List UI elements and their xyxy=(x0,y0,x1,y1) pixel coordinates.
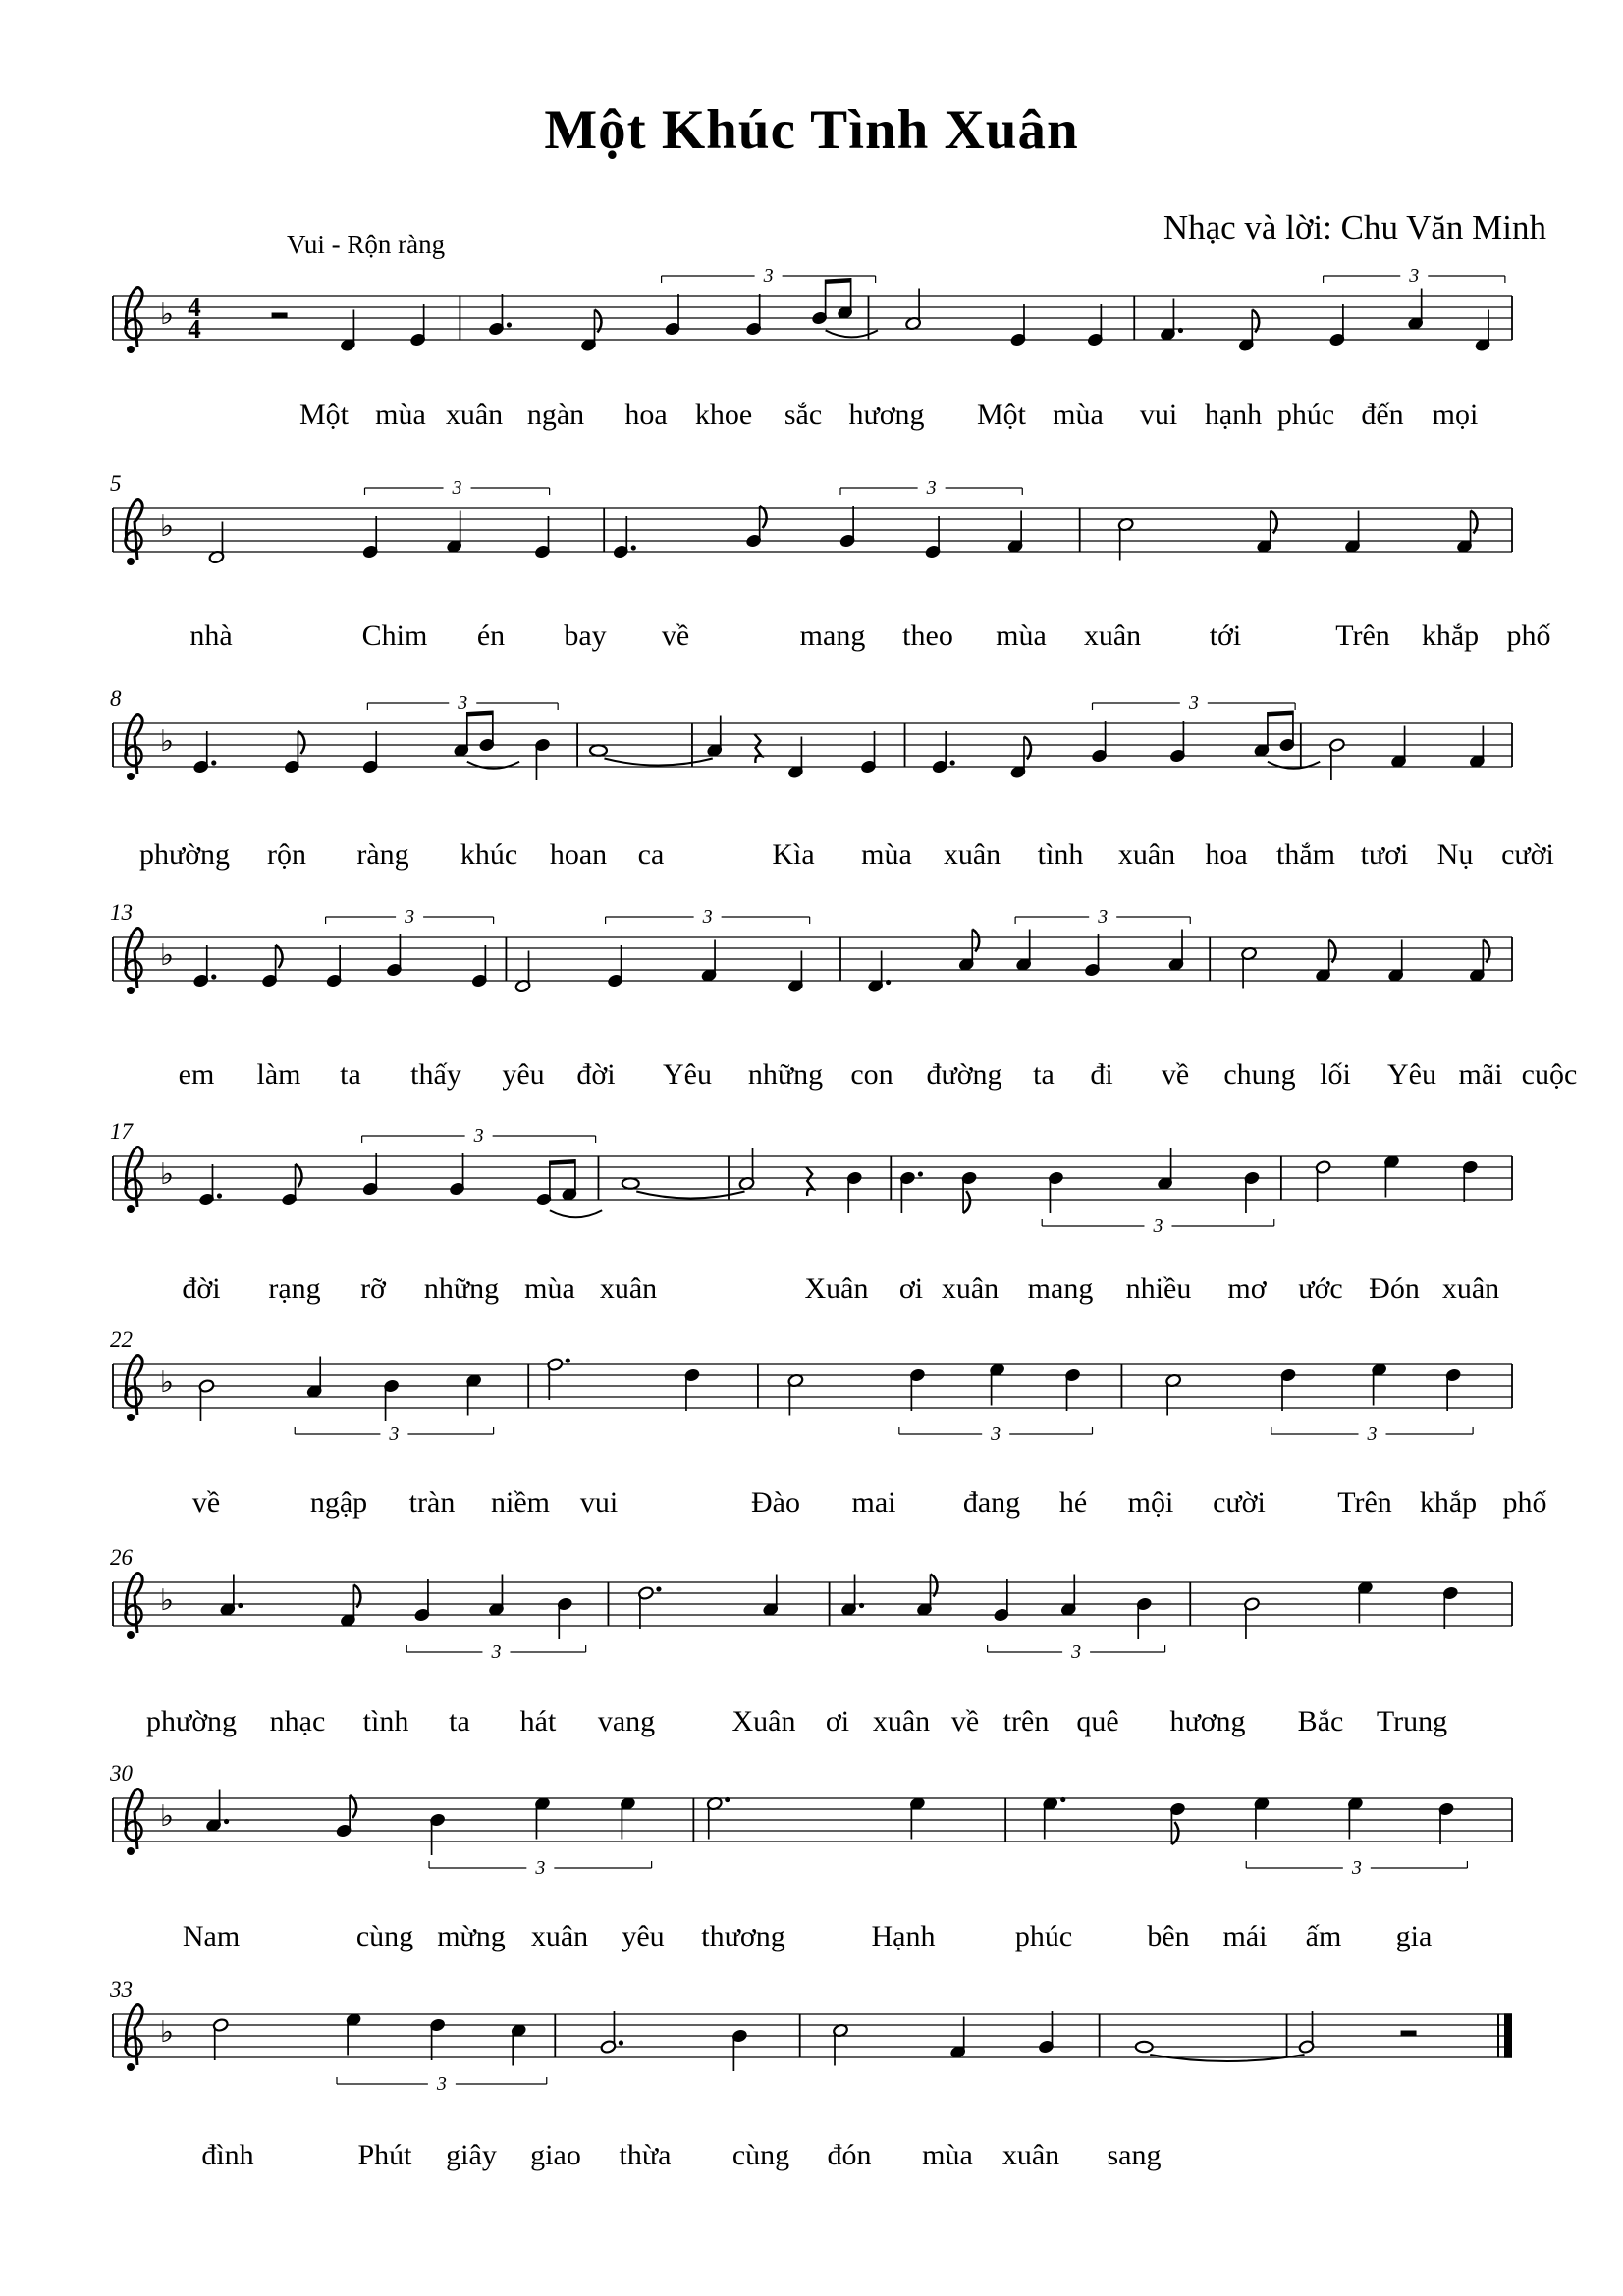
lyric-word: lối xyxy=(1320,1058,1351,1091)
lyric-word: về xyxy=(661,619,690,652)
lyric-word: đi xyxy=(1090,1058,1113,1091)
lyric-word: khắp xyxy=(1419,1486,1478,1519)
lyric-word: mùa xyxy=(861,838,912,871)
lyric-word: rỡ xyxy=(360,1272,386,1305)
lyric-word: gia xyxy=(1395,1920,1433,1952)
lyric-word: rộn xyxy=(267,838,306,871)
lyric-word: thấy xyxy=(410,1058,461,1091)
lyric-word: Đào xyxy=(751,1486,800,1519)
lyric-word: đời xyxy=(576,1058,616,1091)
lyric-word: sang xyxy=(1107,2139,1162,2171)
lyric-word: hát xyxy=(519,1705,557,1737)
lyric-word: quê xyxy=(1076,1705,1119,1737)
lyric-word: xuân xyxy=(1001,2139,1060,2171)
lyric-word: khắp xyxy=(1421,619,1480,652)
lyric-word: yêu xyxy=(622,1920,665,1952)
lyric-word: xuân xyxy=(445,399,504,431)
lyric-word: ngàn xyxy=(526,399,585,431)
lyric-word: con xyxy=(850,1058,893,1091)
lyric-word: hương xyxy=(1169,1705,1246,1737)
lyric-word: mang xyxy=(799,619,866,652)
svg-text:♭: ♭ xyxy=(159,725,175,758)
lyric-word: ca xyxy=(637,838,665,871)
svg-text:3: 3 xyxy=(1153,1215,1163,1237)
lyric-word: xuân xyxy=(1441,1272,1500,1305)
svg-text:4: 4 xyxy=(188,293,201,322)
lyric-word: về xyxy=(191,1486,221,1519)
lyric-word: nhiều xyxy=(1125,1272,1192,1305)
lyric-word: Yêu xyxy=(1387,1058,1436,1091)
lyric-word: theo xyxy=(902,619,953,652)
lyric-word: trên xyxy=(1002,1705,1050,1737)
lyric-word: bay xyxy=(564,619,607,652)
lyric-word: hương xyxy=(848,399,925,431)
lyric-word: xuân xyxy=(941,1272,1000,1305)
lyric-word: cười xyxy=(1213,1486,1266,1519)
lyric-word: xuân xyxy=(530,1920,589,1952)
lyric-word: rạng xyxy=(268,1272,321,1305)
lyric-word: đời xyxy=(182,1272,221,1305)
lyric-word: tình xyxy=(1037,838,1084,871)
lyric-word: vui xyxy=(579,1486,619,1519)
svg-text:♭: ♭ xyxy=(159,298,175,331)
lyric-word: đình xyxy=(201,2139,254,2171)
lyric-word: hạnh xyxy=(1204,399,1263,431)
tempo-marking: Vui - Rộn ràng xyxy=(287,230,446,259)
lyric-word: mãi xyxy=(1458,1058,1503,1091)
measure-number: 13 xyxy=(110,900,133,925)
lyric-word: phố xyxy=(1506,619,1551,652)
lyric-word: tới xyxy=(1209,619,1242,652)
svg-text:3: 3 xyxy=(1188,692,1199,714)
lyric-word: mùa xyxy=(375,399,426,431)
lyric-word: phường xyxy=(138,838,231,871)
lyric-word: ta xyxy=(1033,1058,1055,1091)
lyric-word: ước xyxy=(1298,1272,1343,1305)
lyric-word: cuộc xyxy=(1521,1058,1578,1091)
svg-text:3: 3 xyxy=(1098,906,1109,928)
svg-text:♭: ♭ xyxy=(159,510,175,543)
lyric-word: phường xyxy=(145,1705,238,1737)
lyric-word: Một xyxy=(976,399,1027,431)
lyric-word: đón xyxy=(827,2139,872,2171)
lyric-word: em xyxy=(178,1058,215,1091)
lyric-word: mơ xyxy=(1227,1272,1267,1305)
svg-text:3: 3 xyxy=(473,1125,484,1147)
svg-text:♭: ♭ xyxy=(159,1800,175,1833)
lyric-word: đường xyxy=(926,1058,1002,1091)
svg-text:3: 3 xyxy=(452,477,462,499)
lyric-word: nhà xyxy=(189,619,233,652)
lyric-word: giao xyxy=(530,2139,581,2171)
page-title: Một Khúc Tình Xuân xyxy=(544,99,1079,161)
svg-text:♭: ♭ xyxy=(159,1366,175,1399)
lyric-word: về xyxy=(1161,1058,1190,1091)
lyric-word: mùa xyxy=(922,2139,973,2171)
lyric-word: yêu xyxy=(502,1058,545,1091)
lyric-word: những xyxy=(747,1058,824,1091)
lyric-word: xuân xyxy=(872,1705,931,1737)
lyric-word: tình xyxy=(362,1705,409,1737)
lyric-word: thừa xyxy=(619,2139,672,2171)
lyric-word: đang xyxy=(962,1486,1021,1519)
lyric-word: thương xyxy=(701,1920,785,1952)
lyric-word: làm xyxy=(256,1058,301,1091)
lyric-word: thắm xyxy=(1276,838,1335,871)
lyric-word: phố xyxy=(1502,1486,1547,1519)
lyric-word: mọi xyxy=(1432,399,1479,431)
lyric-word: Xuân xyxy=(731,1705,796,1737)
lyric-word: mái xyxy=(1222,1920,1268,1952)
lyric-word: Bắc xyxy=(1297,1705,1344,1737)
measure-number: 33 xyxy=(110,1977,133,2002)
svg-text:♭: ♭ xyxy=(159,1158,175,1191)
lyric-word: Chim xyxy=(361,619,428,652)
svg-text:3: 3 xyxy=(1071,1641,1082,1663)
svg-text:3: 3 xyxy=(1367,1423,1378,1445)
lyric-word: ấm xyxy=(1305,1920,1342,1952)
measure-number: 30 xyxy=(110,1761,133,1786)
svg-text:♭: ♭ xyxy=(159,2016,175,2049)
lyric-word: Kìa xyxy=(772,838,815,871)
lyric-word: khoe xyxy=(694,399,753,431)
lyric-word: ơi xyxy=(898,1272,924,1305)
svg-text:3: 3 xyxy=(491,1641,502,1663)
composer-credit: Nhạc và lời: Chu Văn Minh xyxy=(1163,208,1546,246)
lyric-word: Trên xyxy=(1335,619,1390,652)
svg-text:3: 3 xyxy=(389,1423,400,1445)
lyric-word: Một xyxy=(298,399,350,431)
svg-text:3: 3 xyxy=(405,906,415,928)
lyric-word: Hạnh xyxy=(871,1920,936,1952)
lyric-word: khúc xyxy=(460,838,518,871)
lyric-word: xuân xyxy=(943,838,1001,871)
lyric-word: mùa xyxy=(524,1272,575,1305)
lyric-word: cười xyxy=(1501,838,1554,871)
lyric-word: sắc xyxy=(784,399,823,431)
lyric-word: mùa xyxy=(996,619,1047,652)
lyric-word: mai xyxy=(851,1486,896,1519)
lyric-word: Xuân xyxy=(804,1272,869,1305)
lyric-word: cùng xyxy=(731,2139,790,2171)
lyric-word: tràn xyxy=(408,1486,456,1519)
lyric-word: mội xyxy=(1127,1486,1174,1519)
lyric-word: bên xyxy=(1147,1920,1190,1952)
lyric-word: mừng xyxy=(437,1920,506,1952)
lyric-word: hé xyxy=(1058,1486,1088,1519)
svg-text:3: 3 xyxy=(436,2073,447,2095)
lyric-word: Trên xyxy=(1337,1486,1392,1519)
measure-number: 17 xyxy=(110,1119,133,1144)
lyric-word: hoan xyxy=(549,838,608,871)
lyric-word: giây xyxy=(446,2139,497,2171)
svg-text:3: 3 xyxy=(1409,265,1420,287)
lyric-word: phúc xyxy=(1276,399,1335,431)
lyric-word: niềm xyxy=(491,1486,550,1519)
lyric-word: đến xyxy=(1361,399,1404,431)
lyric-word: nhạc xyxy=(269,1705,326,1737)
lyric-word: mang xyxy=(1027,1272,1094,1305)
lyric-word: Trung xyxy=(1376,1705,1448,1737)
lyric-word: phúc xyxy=(1014,1920,1073,1952)
lyric-word: hoa xyxy=(1205,838,1248,871)
svg-text:3: 3 xyxy=(702,906,713,928)
measure-number: 22 xyxy=(110,1327,133,1352)
svg-text:♭: ♭ xyxy=(159,939,175,972)
lyric-word: ngập xyxy=(309,1486,368,1519)
lyric-word: tươi xyxy=(1360,838,1409,871)
lyric-word: ta xyxy=(449,1705,470,1737)
measure-number: 8 xyxy=(110,686,122,711)
lyric-word: những xyxy=(423,1272,500,1305)
svg-text:3: 3 xyxy=(991,1423,1001,1445)
lyric-word: hoa xyxy=(624,399,668,431)
lyric-word: vang xyxy=(597,1705,656,1737)
svg-text:3: 3 xyxy=(926,477,937,499)
svg-text:♭: ♭ xyxy=(159,1584,175,1617)
svg-text:4: 4 xyxy=(188,314,201,344)
lyric-word: về xyxy=(950,1705,980,1737)
lyric-word: chung xyxy=(1223,1058,1296,1091)
lyric-word: ơi xyxy=(825,1705,850,1737)
measure-number: 26 xyxy=(110,1545,133,1570)
lyric-word: ta xyxy=(340,1058,361,1091)
lyric-word: ràng xyxy=(356,838,409,871)
lyric-word: Nam xyxy=(182,1920,241,1952)
lyric-word: Nụ xyxy=(1436,838,1474,871)
lyric-word: én xyxy=(476,619,506,652)
lyric-word: xuân xyxy=(1117,838,1176,871)
lyric-word: mùa xyxy=(1053,399,1104,431)
svg-text:3: 3 xyxy=(458,692,468,714)
lyric-word: xuân xyxy=(1083,619,1142,652)
lyric-word: Phút xyxy=(357,2139,412,2171)
svg-text:3: 3 xyxy=(1351,1857,1362,1879)
lyric-word: Đón xyxy=(1369,1272,1420,1305)
lyric-word: cùng xyxy=(355,1920,414,1952)
svg-text:3: 3 xyxy=(535,1857,546,1879)
lyric-word: xuân xyxy=(599,1272,658,1305)
measure-number: 5 xyxy=(110,471,122,496)
svg-text:3: 3 xyxy=(763,265,774,287)
lyric-word: Yêu xyxy=(663,1058,712,1091)
lyric-word: vui xyxy=(1139,399,1178,431)
